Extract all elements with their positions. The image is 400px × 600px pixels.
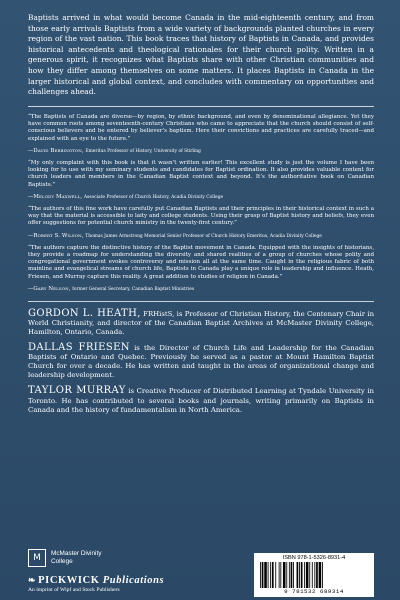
pickwick-publications-logo <box>28 575 228 593</box>
endorser-name: Gary Nelson, <box>33 285 71 292</box>
endorser-name: David Bebbington, <box>33 147 84 154</box>
endorsement-3 <box>28 206 374 240</box>
author-bio-heath <box>28 309 374 337</box>
endorser-affiliation: Associate Professor of Church History, Acadia Divinity College <box>83 194 224 200</box>
endorsement-quote: “The authors capture the distinctive history of the Baptist movement in Canada. Equipped with the insights of historians, they provide a roadmap for understanding the diversity and shared realities of a group of churches whose polity and congregational government evokes controversy and mission all at the same time. Caught in the religious fabric of both mainline and evangelical streams of church life, Baptists in Canada play a unique role in leadership and influence. Heath, Friesen, and Murray capture this reality. A great addition to studies of religion in Canada.” <box>28 244 374 280</box>
back-cover-footer <box>28 547 374 597</box>
endorsement-quote: “The Baptists of Canada are diverse—by region, by ethnic background, and even by denominational allegiance. Yet they have common roots among seventeenth-century Christians who came to appreciate that the church should consist of self-conscious believers and be entered by believer’s baptism. Here their convictions and practices are carefully traced—and explained with an eye to the future.” <box>28 113 374 142</box>
endorsement-attribution: —Gary Nelson, former General Secretary, Canadian Baptist Ministries <box>28 285 195 292</box>
author-bio-text: is the Director of Church Life and Leadership for the Canadian Baptists of Ontario and Quebec. Previously he served as a pastor at Mount Hamilton Baptist Church for over a decade. He has written and taught in the areas of organizational change and leadership development. <box>28 344 374 380</box>
barcode-bars <box>258 562 370 588</box>
author-bio-friesen <box>28 343 374 380</box>
isbn-label: ISBN 978-1-5326-8931-4 <box>282 555 346 561</box>
college-logo-line2: College <box>51 557 73 565</box>
pickwick-emblem-icon: ❧ <box>28 575 37 585</box>
back-cover-content <box>28 13 374 421</box>
endorsement-quote: “My only complaint with this book is that it wasn’t written earlier! This excellent study is just the volume I have been looking for to use with my seminary students and candidates for Baptist ordination. It also provides valuable content for church leaders and members in the Canadian Baptist context and beyond. It’s the authoritative book on Canadian Baptists.” <box>28 159 374 188</box>
author-bio-text: FRHistS, is Professor of Christian History, the Centenary Chair in World Christianity, and director of the Canadian Baptist Archives at McMaster Divinity College, Hamilton, Ontario, Canada. <box>28 309 375 336</box>
endorsement-2 <box>28 160 374 201</box>
publisher-word2: Publications <box>102 575 165 586</box>
endorsement-1 <box>28 114 374 155</box>
author-bio-text: is Creative Producer of Distributed Learning at Tyndale University in Toronto. He has contributed to several books and journals, writing primarily on Baptists in Canada and the history of fundamentalism in North America. <box>28 387 374 414</box>
divider <box>28 301 374 302</box>
endorser-affiliation: Emeritus Professor of History, University of Stirling <box>85 148 201 154</box>
endorsement-attribution: —Robert S. Wilson, Thomas James Armstrong Memorial Senior Professor of Church History Emeritus, Acadia Divinity College <box>28 232 322 239</box>
college-crest-icon: M <box>28 549 46 567</box>
endorser-affiliation: Thomas James Armstrong Memorial Senior Professor of Church History Emeritus, Acadia Divinity College <box>85 233 322 239</box>
endorsement-attribution: —Melody Maxwell, Associate Professor of Church History, Acadia Divinity College <box>28 193 224 200</box>
publisher-word1: PICKWICK <box>38 575 100 586</box>
barcode-digits: 9 781532 689314 <box>284 588 344 595</box>
endorser-name: Melody Maxwell, <box>33 193 83 200</box>
isbn-barcode <box>254 553 374 597</box>
endorsement-quote: “The authors of this fine work have carefully put Canadian Baptists and their principles in their historical context in such a way that the material is accessible to laity and college students. Using their grasp of Baptist history and beliefs, they even offer suggestions for potential church ministry in the twenty-first century.” <box>28 205 374 227</box>
divider <box>28 106 374 107</box>
endorser-name: Robert S. Wilson, <box>33 232 84 239</box>
mcmaster-divinity-college-logo <box>28 547 178 569</box>
endorser-affiliation: former General Secretary, Canadian Baptist Ministries <box>72 286 195 292</box>
imprint-line: An imprint of Wipf and Stock Publishers <box>28 587 120 593</box>
endorsement-attribution: —David Bebbington, Emeritus Professor of History, University of Stirling <box>28 147 201 154</box>
book-summary: Baptists arrived in what would become Canada in the mid-eighteenth century, and from those early arrivals Baptists from a wide variety of backgrounds planted churches in every region of the vast nation. This book traces that history of Baptists in Canada, and provides historical antecedents and theological rationales for their church polity. Written in a generous spirit, it recognizes what Baptists share with other Christian communities and how they differ among themselves on some matters. It places Baptists in Canada in the larger historical and global context, and concludes with commentary on opportunities and challenges ahead. <box>28 13 374 97</box>
endorsement-4 <box>28 245 374 293</box>
author-name: DALLAS FRIESEN <box>28 342 130 354</box>
author-name: GORDON L. HEATH, <box>28 307 141 319</box>
college-logo-line1: McMaster Divinity <box>51 550 102 557</box>
author-name: TAYLOR MURRAY <box>28 385 126 397</box>
author-bio-murray <box>28 386 374 414</box>
